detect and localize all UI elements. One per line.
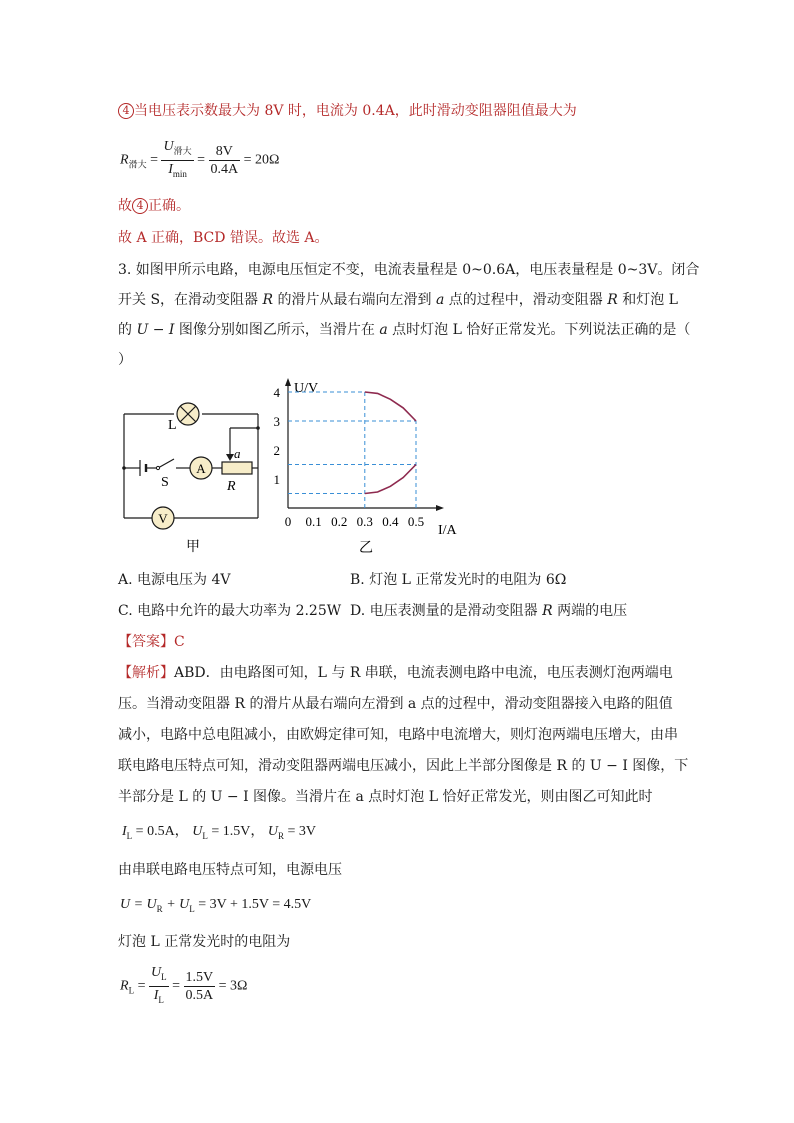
- formula-result: = 20Ω: [243, 152, 280, 168]
- fraction-numerator: 8V: [209, 143, 241, 161]
- option-c: C. 电路中允许的最大功率为 2.25W: [118, 603, 342, 619]
- analysis-line-4: 联电路电压特点可知，滑动变阻器两端电压减小，因此上半部分图像是 R 的 U − I 图像，下: [118, 758, 689, 774]
- analysis-eq-1: $I_L = 0.5A$， $U_L = 1.5V$， $U_R = 3V$: [122, 824, 316, 841]
- final-answer-line: 故 A 正确，BCD 错误。故选 A。: [118, 230, 329, 246]
- conclusion-prefix: 故: [118, 198, 132, 214]
- analysis-line-3: 减小，电路中总电阻减小，由欧姆定律可知，电路中电流增大，则灯泡两端电压增大，由串: [118, 727, 678, 743]
- fraction: $\frac{1.5V}{0.5A}$: [185, 969, 214, 1003]
- circled-number: 4: [132, 198, 148, 214]
- x-axis-label: I/A: [438, 523, 457, 538]
- question-line-1: 3. 如图甲所示电路，电源电压恒定不变，电流表量程是 0~0.6A，电压表量程是 0~3V。闭合: [118, 262, 700, 278]
- lamp-label: L: [168, 418, 177, 433]
- y-axis-label: U/V: [294, 381, 319, 396]
- fraction: [161, 138, 193, 183]
- question-line-4: ）: [118, 352, 132, 368]
- ammeter-label: A: [196, 461, 206, 476]
- circled-number: 4: [118, 103, 134, 119]
- analysis-line-5: 半部分是 L 的 U − I 图像。当滑片在 a 点时灯泡 L 恰好正常发光，则由图乙可知此时: [118, 789, 653, 805]
- series-curve-1: [365, 392, 416, 421]
- question-line-3: 的 U − I 图像分别如图乙所示，当滑片在 a 点时灯泡 L 恰好正常发光。下列说法正确的是（: [118, 322, 691, 338]
- ui-chart: [270, 372, 470, 562]
- fraction: [209, 143, 241, 178]
- x-tick-label: 0.1: [305, 514, 322, 529]
- x-tick-label: 0.4: [382, 514, 399, 529]
- formula-sub: 滑大: [128, 159, 147, 170]
- option-b: B. 灯泡 L 正常发光时的电阻为 6Ω: [350, 572, 567, 588]
- analysis-eq-2: $U = U_R + U_L = 3V + 1.5V = 4.5V$: [120, 897, 312, 914]
- rheostat-icon: [222, 462, 252, 474]
- option-a: A. 电源电压为 4V: [118, 572, 231, 588]
- x-tick-label: 0: [284, 514, 292, 529]
- switch-pivot: [156, 466, 159, 469]
- y-tick-label: 2: [273, 443, 280, 458]
- answer-line: 【答案】C: [118, 634, 185, 650]
- circuit-diagram: [118, 398, 268, 558]
- rheostat-label: R: [227, 479, 236, 494]
- x-tick-label: 0.5: [407, 514, 425, 529]
- conclusion-suffix: 正确。: [148, 198, 190, 214]
- x-axis-arrow: [436, 505, 444, 511]
- formula-symbol: R: [120, 152, 129, 168]
- circuit-caption: 甲: [186, 540, 200, 555]
- y-axis-arrow: [285, 378, 291, 386]
- formula-symbol: I: [168, 161, 173, 177]
- fraction-denominator: 0.4A: [210, 161, 239, 177]
- chart-caption: 乙: [359, 541, 373, 556]
- y-tick-label: 3: [273, 414, 280, 429]
- analysis-line-2: 压。当滑动变阻器 R 的滑片从最右端向左滑到 a 点的过程中，滑动变阻器接入电路的阻值: [118, 696, 673, 712]
- option-d: D. 电压表测量的是滑动变阻器 R 两端的电压: [350, 603, 628, 619]
- step4-conclusion: [118, 196, 190, 216]
- question-line-2: 开关 S，在滑动变阻器 R 的滑片从最右端向左滑到 a 点的过程中，滑动变阻器 R 和灯泡 L: [118, 292, 678, 308]
- fraction: $\frac{U_L}{I_L}$: [150, 965, 167, 1005]
- step4-formula: $R_{滑大}$ = $\frac{U_{滑大}}{I_{min}}$ = $\frac{8V}{0.4A}$ = 20Ω: [120, 138, 279, 182]
- step4-line: [118, 101, 577, 121]
- x-tick-label: 0.3: [356, 514, 373, 529]
- analysis-text: ABD．由电路图可知，L 与 R 串联，电流表测电路中电流，电压表测灯泡两端电: [174, 665, 673, 681]
- voltmeter-label: V: [158, 511, 168, 526]
- analysis-head: 【解析】: [118, 665, 174, 681]
- junction-dot: [256, 426, 260, 430]
- slider-arrow: [226, 454, 234, 461]
- analysis-line-1: [118, 663, 673, 683]
- y-tick-label: 4: [273, 385, 280, 400]
- analysis-line-6: 由串联电路电压特点可知，电源电压: [118, 862, 342, 878]
- analysis-line-7: 灯泡 L 正常发光时的电阻为: [118, 934, 291, 950]
- step4-text: 当电压表示数最大为 8V 时，电流为 0.4A，此时滑动变阻器阻值最大为: [134, 103, 577, 119]
- analysis-eq-3: $R_L$ = $\frac{U_L}{I_L}$ = $\frac{1.5V}{0.5A}$ = 3Ω: [120, 964, 247, 1008]
- lamp-icon: [177, 403, 199, 425]
- formula-symbol: U: [163, 139, 174, 154]
- formula-sub: min: [172, 168, 187, 179]
- point-a-label: a: [234, 446, 241, 461]
- x-tick-label: 0.2: [331, 514, 348, 529]
- switch-label: S: [161, 475, 169, 490]
- series-curve-2: [365, 465, 416, 494]
- formula-sub: 滑大: [173, 145, 192, 156]
- junction-dot: [122, 466, 126, 470]
- y-tick-label: 1: [273, 472, 280, 487]
